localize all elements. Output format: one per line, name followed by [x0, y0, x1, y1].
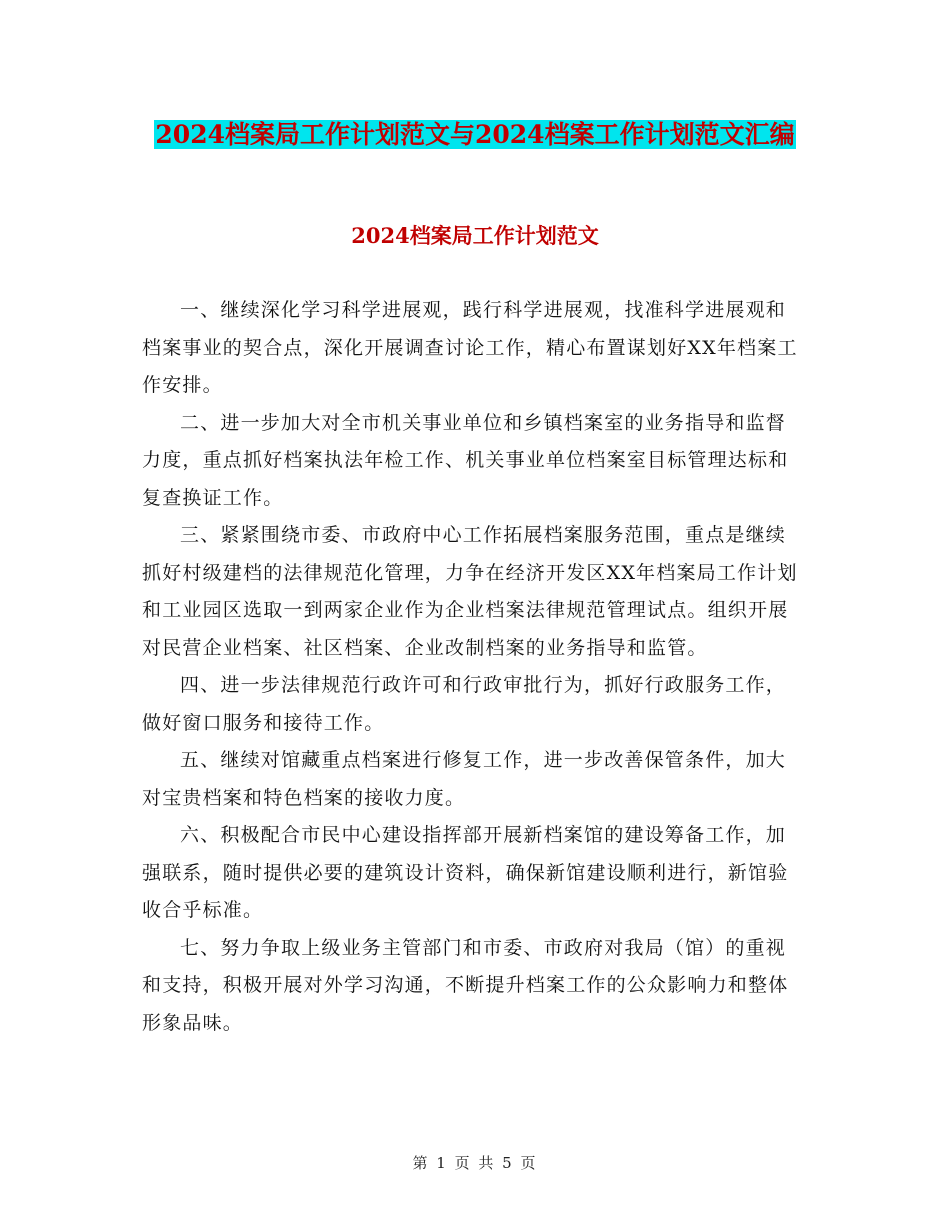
paragraph-2: 二、进一步加大对全市机关事业单位和乡镇档案室的业务指导和监督力度，重点抓好档案执法年检工作、机关事业单位档案室目标管理达标和复查换证工作。 [142, 411, 789, 509]
paragraph-7: 七、努力争取上级业务主管部门和市委、市政府对我局（馆）的重视和支持，积极开展对外学习沟通，不断提升档案工作的公众影响力和整体形象品味。 [142, 936, 789, 1034]
paragraph-5: 五、继续对馆藏重点档案进行修复工作，进一步改善保管条件，加大对宝贵档案和特色档案的接收力度。 [142, 749, 787, 809]
paragraph-3: 三、紧紧围绕市委、市政府中心工作拓展档案服务范围，重点是继续抓好村级建档的法律规范化管理，力争在经济开发区XX年档案局工作计划和工业园区选取一到两家企业作为企业档案法律规范管理试点。组织开展对民营企业档案、社区档案、企业改制档案的业务指导和监管。 [142, 524, 798, 659]
paragraph-1: 一、继续深化学习科学进展观，践行科学进展观，找准科学进展观和档案事业的契合点，深化开展调查讨论工作，精心布置谋划好XX年档案工作安排。 [142, 299, 798, 396]
document-title-text: 2024档案局工作计划范文与2024档案工作计划范文汇编 [155, 120, 795, 149]
paragraph-6: 六、积极配合市民中心建设指挥部开展新档案馆的建设筹备工作，加强联系，随时提供必要的建筑设计资料，确保新馆建设顺利进行，新馆验收合乎标准。 [142, 824, 789, 921]
document-title [142, 112, 808, 158]
document-body [142, 292, 802, 1042]
paragraph-4: 四、进一步法律规范行政许可和行政审批行为，抓好行政服务工作，做好窗口服务和接待工作。 [142, 674, 787, 734]
section-heading: 2024档案局工作计划范文 [351, 223, 599, 248]
page-footer: 第 1 页 共 5 页 [412, 1154, 538, 1172]
